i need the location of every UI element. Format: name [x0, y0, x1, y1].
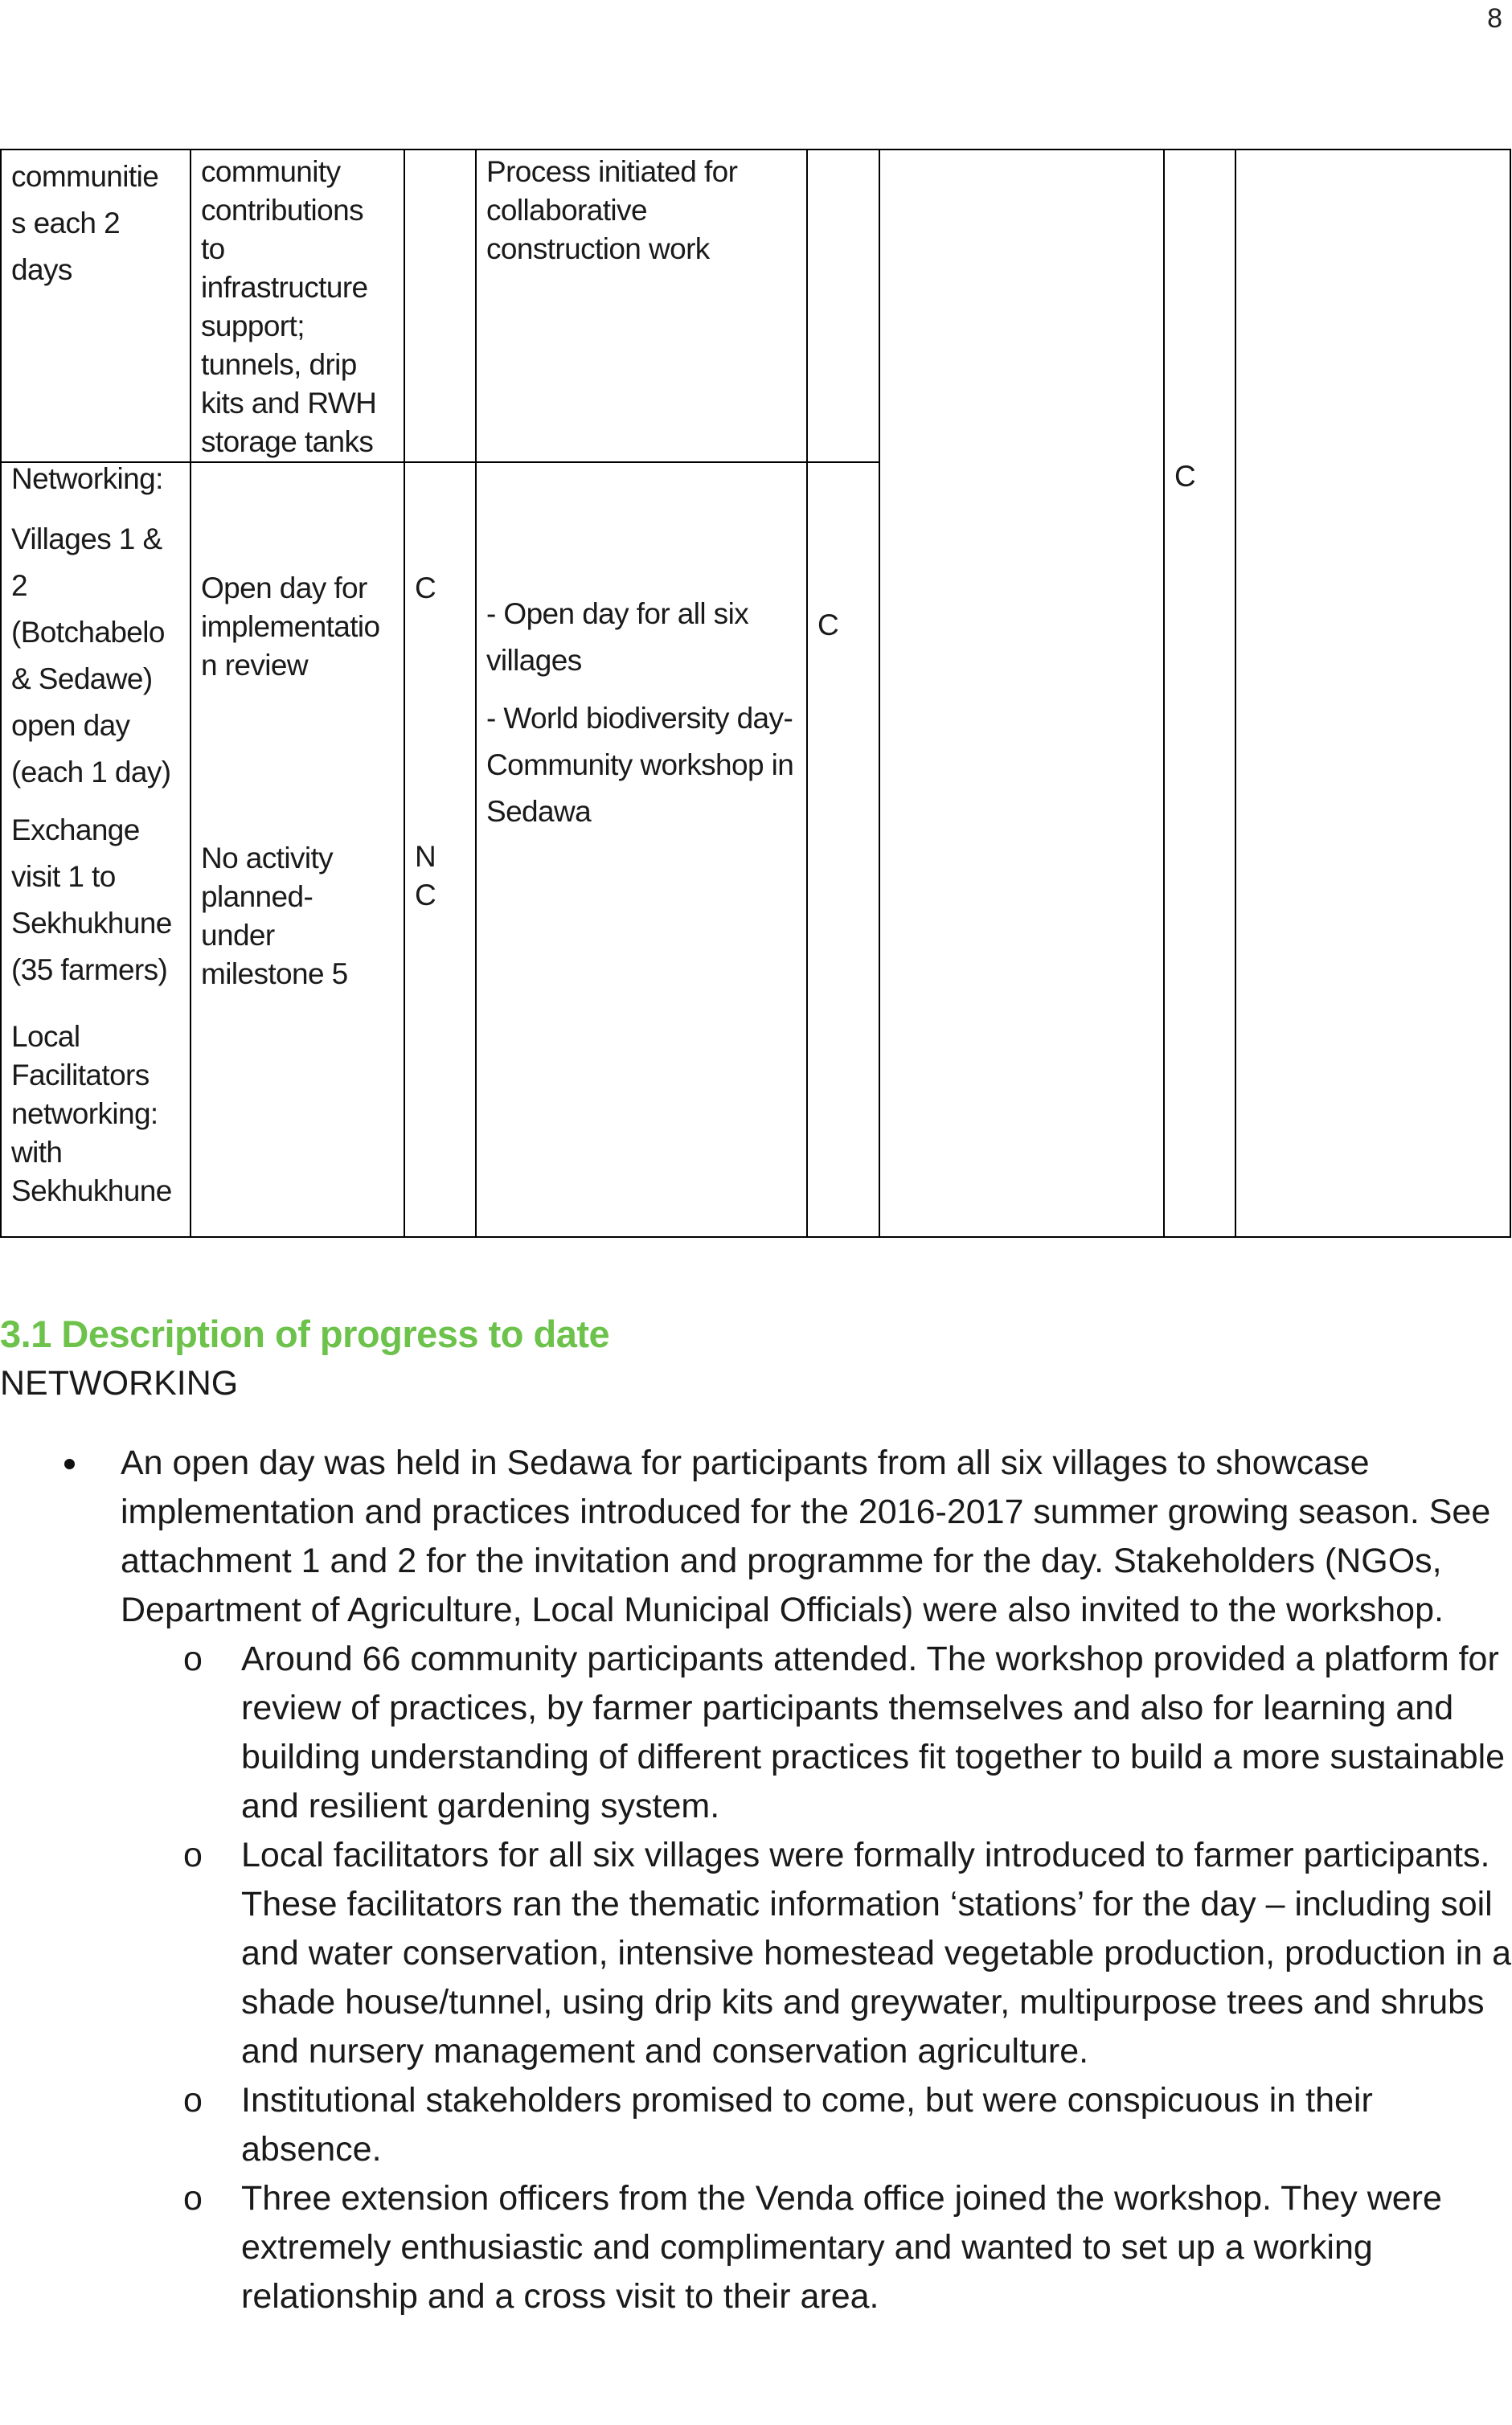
section-subheading: NETWORKING	[0, 1364, 239, 1403]
col1-top-text: communitie s each 2 days	[11, 160, 159, 286]
sub-item-text: Three extension officers from the Venda office joined the workshop. They were extremely enthusiastic and complimentary and wanted to set up a working relationship and a cross visit to their area.	[241, 2179, 1442, 2316]
col2-open-day: Open day for implementatio n review	[201, 571, 380, 682]
sub-bullet-icon: o	[183, 2179, 203, 2218]
page-number: 8	[1487, 3, 1502, 34]
sub-item-text: Institutional stakeholders promised to come, but were conspicuous in their absence.	[241, 2081, 1373, 2169]
section-heading: 3.1 Description of progress to date	[0, 1313, 610, 1355]
col3-status-1: C	[415, 571, 436, 604]
sub-list-item	[0, 1635, 1512, 1831]
col4-top-text: Process initiated for collaborative construction work	[486, 155, 738, 265]
sub-bullet-icon: o	[183, 2081, 203, 2120]
col1-villages: Villages 1 & 2 (Botchabelo & Sedawe) open day (each 1 day)	[11, 522, 171, 789]
progress-table	[0, 149, 1511, 1238]
col1-networking: Networking:	[11, 462, 163, 495]
col2-top-text: community contributions to infrastructure support; tunnels, drip kits and RWH storage tanks	[201, 155, 377, 458]
col1-local: Local Facilitators networking: with Sekhukhune	[11, 1020, 172, 1207]
sub-item-text: Local facilitators for all six villages were formally introduced to farmer participants. These facilitators ran the thematic information ‘stations’ for the day – including soil and water conservation, intensive homestead vegetable production, production in a shade house/tunnel, using drip kits and greywater, multipurpose trees and shrubs and nursery management and conservation agriculture.	[241, 1836, 1512, 2071]
table-cell	[191, 462, 404, 1237]
sub-item-text: Around 66 community participants attended. The workshop provided a platform for review of practices, by farmer participants themselves and also for learning and building understanding of different practices fit together to build a more sustainable and resilient gardening system.	[241, 1640, 1506, 1825]
sub-list-item	[0, 1831, 1512, 2076]
table-cell	[1, 462, 191, 1237]
table-cell	[476, 462, 807, 1237]
table-cell	[1164, 150, 1235, 1237]
col3-status-2: N C	[415, 840, 436, 911]
bullet-icon	[64, 1459, 75, 1469]
col2-no-activity: No activity planned- under milestone 5	[201, 842, 348, 990]
table-cell	[807, 462, 879, 1237]
table-cell	[807, 150, 879, 462]
table-cell	[191, 150, 404, 462]
sub-list-item	[0, 2076, 1512, 2174]
sub-bullet-icon: o	[183, 1836, 203, 1874]
progress-section	[0, 1312, 1512, 2321]
sub-list	[121, 1635, 1512, 2321]
col7-status: C	[1174, 460, 1196, 493]
table-cell	[476, 150, 807, 462]
table-cell	[404, 462, 476, 1237]
col4-open-day-all: - Open day for all six villages	[486, 597, 749, 677]
bullet-text: An open day was held in Sedawa for participants from all six villages to showcase implementation and practices introduced for the 2016-2017 summer growing season. See attachment 1 and 2 for the invitation and programme for the day. Stakeholders (NGOs, Department of Agriculture, Local Municipal Officials) were also invited to the workshop.	[121, 1444, 1491, 1629]
table-cell	[879, 150, 1164, 1237]
table-cell	[1, 150, 191, 462]
table-cell	[1235, 150, 1510, 1237]
sub-list-item	[0, 2174, 1512, 2321]
col5-status: C	[817, 608, 839, 641]
col4-biodiversity: - World biodiversity day- Community workshop in Sedawa	[486, 702, 794, 828]
col1-exchange: Exchange visit 1 to Sekhukhune (35 farmers)	[11, 813, 172, 986]
table-cell	[404, 150, 476, 462]
list-item	[0, 1439, 1512, 2321]
bullet-list	[0, 1439, 1512, 2321]
sub-bullet-icon: o	[183, 1640, 203, 1678]
